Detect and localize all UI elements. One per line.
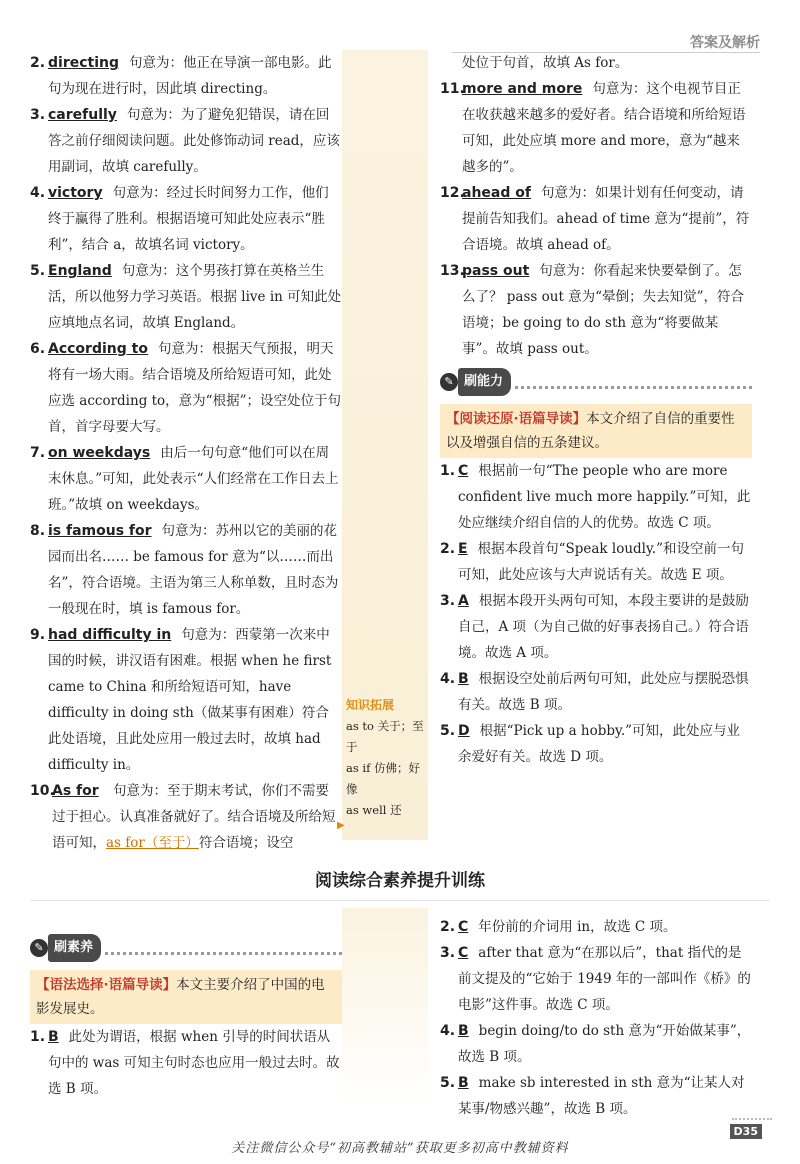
item-number: 3. — [440, 593, 456, 609]
answer-text: ahead of — [462, 185, 531, 201]
answer-item — [440, 258, 752, 362]
item-number: 1. — [30, 1029, 46, 1045]
answer-text: is famous for — [48, 523, 152, 539]
dotted-divider — [515, 376, 752, 389]
explanation-text: 句意为：根据天气预报，明天将有一场大雨。结合语境及所给短语可知，此处应选 according to，意为“根据”；设空处位于句首，首字母要大写。 — [48, 341, 341, 435]
answer-item-10: 10. As for 句意为：至于期末考试，你们不需要过于担心。认真准备就好了。结合语境及所给短语可知，as for（至于）符合语境；设空 — [30, 783, 336, 851]
answer-text: B — [458, 671, 469, 687]
sidenote-line: as to 关于；至于 — [346, 719, 424, 754]
answer-text: C — [458, 463, 469, 479]
item-number: 2. — [440, 541, 456, 557]
footer-note: 关注微信公众号“初高教辅站”获取更多初高中教辅资料 — [231, 1141, 569, 1156]
answer-item — [30, 258, 342, 336]
item-number: 13. — [440, 263, 465, 279]
page-number: D35 — [730, 1124, 762, 1139]
grammar-guide: 【语法选择·语篇导读】本文主要介绍了中国的电影发展史。 — [30, 970, 342, 1024]
answer-text: had difficulty in — [48, 627, 172, 643]
literacy-badge: 刷素养 — [48, 934, 101, 962]
answer-text: C — [458, 945, 469, 961]
item-number: 11. — [440, 81, 465, 97]
item-number: 5. — [440, 723, 456, 739]
explanation-text: 句意为：经过长时间努力工作，他们终于赢得了胜利。根据语境可知此处应表示“胜利”，结合 a，故填名词 victory。 — [48, 185, 329, 253]
explanation-text: 根据前一句“The people who are more confident live much more happily.”可知，此处应继续介绍自信的人的优势。故选 C 项。 — [458, 463, 751, 531]
arrow-right-icon: ▶ — [337, 820, 345, 831]
answer-text: B — [458, 1023, 469, 1039]
explanation-text: 年份前的介词用 in，故选 C 项。 — [478, 919, 677, 935]
explanation-text: 句意为：为了避免犯错误，请在回答之前仔细阅读问题。此处修饰动词 read，应该用副词，故填 carefully。 — [48, 107, 340, 175]
answer-item — [440, 180, 752, 258]
answer-item — [30, 622, 342, 778]
sidenote-line: as if 仿佛；好像 — [346, 761, 421, 796]
explanation-text: 此处为谓语，根据 when 引导的时间状语从句中的 was 可知主句时态也应用一般过去时。故选 B 项。 — [48, 1029, 340, 1097]
answer-text: According to — [48, 341, 148, 357]
page-dots — [732, 1118, 772, 1120]
answer-text: C — [458, 919, 469, 935]
answer-item — [30, 518, 342, 622]
answer-item — [440, 588, 752, 666]
answer-text: D — [458, 723, 470, 739]
item-number: 2. — [440, 919, 456, 935]
answer-text: victory — [48, 185, 103, 201]
item-number: 4. — [440, 671, 456, 687]
item-number: 1. — [440, 463, 456, 479]
explanation-text: 根据本段首句“Speak loudly.”和设空前一句可知，此处应该与大声说话有关。故选 E 项。 — [458, 541, 745, 583]
answer-text: directing — [48, 55, 119, 71]
item-number: 3. — [30, 107, 46, 123]
bottom-right-column — [440, 914, 752, 1122]
answer-item — [30, 180, 342, 258]
ability-badge-row — [440, 368, 752, 396]
explanation-text: 根据设空处前后两句可知，此处应与摆脱恐惧有关。故选 B 项。 — [458, 671, 749, 713]
knowledge-sidenote — [346, 695, 428, 821]
answer-item — [30, 440, 342, 518]
explanation-text: make sb interested in sth 意为“让某人对某事/物感兴趣”，故选 B 项。 — [458, 1075, 745, 1117]
answer-item — [440, 666, 752, 718]
answer-item — [440, 1018, 752, 1070]
explanation-text: 句意为：如果计划有任何变动，请提前告知我们。ahead of time 意为“提前”，符合语境。故填 ahead of。 — [462, 185, 750, 253]
item-number: 8. — [30, 523, 46, 539]
section-title: 阅读综合素养提升训练 — [315, 871, 485, 891]
page-header-title: 答案及解析 — [690, 35, 760, 51]
sidenote-line: as well 还 — [346, 803, 402, 817]
answer-text: carefully — [48, 107, 117, 123]
answer-text: more and more — [462, 81, 583, 97]
item-number: 6. — [30, 341, 46, 357]
literacy-badge-row — [30, 934, 342, 962]
answer-text: on weekdays — [48, 445, 151, 461]
explanation-text: begin doing/to do sth 意为“开始做某事”，故选 B 项。 — [458, 1023, 751, 1065]
bottom-left-column — [30, 928, 342, 1102]
explanation-text: 由后一句句意“他们可以在周末休息。”可知，此处表示“人们经常在工作日去上班。”故填 on weekdays。 — [48, 445, 339, 513]
answer-text: England — [48, 263, 112, 279]
explanation-text: 句意为：他正在导演一部电影。此句为现在进行时，因此填 directing。 — [48, 55, 332, 97]
answer-item — [440, 458, 752, 536]
answer-item — [30, 50, 342, 102]
item-number: 4. — [440, 1023, 456, 1039]
right-column — [440, 50, 752, 770]
answer-item — [440, 76, 752, 180]
answer-item — [30, 1024, 342, 1102]
answer-item — [440, 536, 752, 588]
answer-item — [440, 940, 752, 1018]
answer-item — [30, 102, 342, 180]
item-number: 5. — [30, 263, 46, 279]
explanation-text: 句意为：你看起来快要晕倒了。怎么了？ pass out 意为“晕倒；失去知觉”，符合语境；be going to do sth 意为“将要做某事”。故填 pass out。 — [462, 263, 744, 357]
answer-item — [30, 336, 342, 440]
item-number: 9. — [30, 627, 46, 643]
explanation-text: 句意为：这个男孩打算在英格兰生活，所以他努力学习英语。根据 live in 可知此处应填地点名词，故填 England。 — [48, 263, 342, 331]
pen-icon: ✎ — [440, 373, 458, 391]
explanation-text: after that 意为“在那以后”，that 指代的是前文提及的“它始于 1949 年的一部叫作《桥》的电影”这件事。故选 C 项。 — [458, 945, 751, 1013]
explanation-text: 句意为：西蒙第一次来中国的时候，讲汉语有困难。根据 when he first came to China 和所给短语可知，have difficulty in doing sth（做某事有困难）符合此处语境，且此处应用一般过去时，故填 had difficulty in。 — [48, 627, 332, 773]
continuation-text: 处位于句首，故填 As for。 — [462, 55, 629, 71]
left-column — [30, 50, 342, 856]
item-number: 7. — [30, 445, 46, 461]
item-number: 5. — [440, 1075, 456, 1091]
answer-item — [440, 1070, 752, 1122]
explanation-text: 句意为：这个电视节目正在收获越来越多的爱好者。结合语境和所给短语可知，此处应填 more and more，意为“越来越多的”。 — [462, 81, 746, 175]
highlight-phrase: as for（至于） — [106, 835, 199, 851]
side-band-lower — [342, 908, 428, 1108]
dotted-divider — [105, 942, 342, 955]
section-rule — [30, 900, 770, 901]
pen-icon: ✎ — [30, 939, 48, 957]
item-number: 3. — [440, 945, 456, 961]
item-number: 12. — [440, 185, 465, 201]
answer-text: B — [48, 1029, 59, 1045]
explanation-text: 根据“Pick up a hobby.”可知，此处应与业余爱好有关。故选 D 项。 — [458, 723, 741, 765]
explanation-text: 根据本段开头两句可知，本段主要讲的是鼓励自己，A 项（为自己做的好事表扬自己。）符合语境。故选 A 项。 — [458, 593, 749, 661]
answer-item — [440, 718, 752, 770]
item-number: 2. — [30, 55, 46, 71]
reading-guide: 【阅读还原·语篇导读】本文介绍了自信的重要性以及增强自信的五条建议。 — [440, 404, 752, 458]
explanation-text: 句意为：苏州以它的美丽的花园而出名…… be famous for 意为“以……而出名”，符合语境。主语为第三人称单数，且时态为一般现在时，填 is famous for。 — [48, 523, 339, 617]
answer-text: A — [458, 593, 469, 609]
answer-item — [440, 914, 752, 940]
answer-text: pass out — [462, 263, 530, 279]
answer-text: B — [458, 1075, 469, 1091]
sidenote-title: 知识拓展 — [346, 698, 395, 712]
item-number: 4. — [30, 185, 46, 201]
ability-badge: 刷能力 — [458, 368, 511, 396]
answer-text: As for — [52, 783, 99, 799]
answer-text: E — [458, 541, 468, 557]
